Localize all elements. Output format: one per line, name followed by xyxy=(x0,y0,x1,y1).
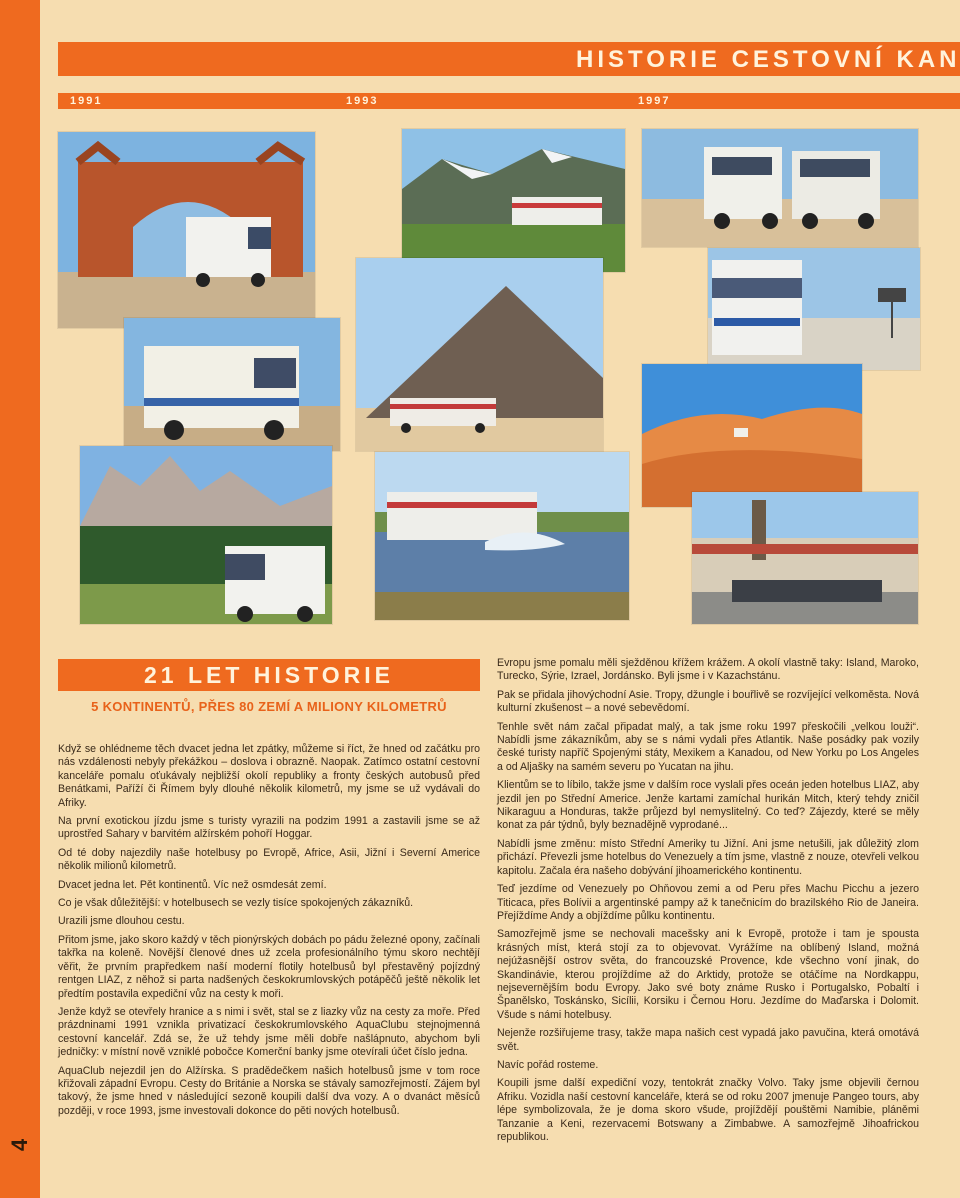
paragraph: Teď jezdíme od Venezuely po Ohňovou zemi a od Peru přes Machu Picchu a jezero Titicaca, přes Bolívii a argentinské pampy až k tanečnicím do brazilského Rio de Janeira. Přejíždíme Andy a objíždíme půlku kontinentu. xyxy=(497,883,919,922)
paragraph: Urazili jsme dlouhou cestu. xyxy=(58,915,185,928)
photo-group-town-square xyxy=(692,492,918,624)
year-label-1997: 1997 xyxy=(638,95,671,107)
paragraph: Dvacet jedna let. Pět kontinentů. Víc než osmdesát zemí. xyxy=(58,878,327,891)
paragraph: AquaClub nejezdil jen do Alžírska. S pradědečkem našich hotelbusů jsme v tom roce křižovali západní Evropu. Cesty do Británie a Norska se stávaly samozřejmostí. Zájem byl takový, že jsme hned v následující sezoně koupili další dva vozy. A o dvanáct měsíců později, v roce 1993, jsme investovali dokonce do pěti nových hotelbusů. xyxy=(58,1064,480,1117)
paragraph: Přitom jsme, jako skoro každý v těch pionýrských dobách po pádu železné opony, začínali takřka na koleně. Novější členové dnes už zcela profesionálního týmu skoro nechtějí věřit, že prvním prapředkem naší moderní flotily hotelbusů byl přestavěný pojízdný rentgen LIAZ, z něhož si parta nadšených českokrumlovských potápěčů ještě několik let předtím postavila expediční vůz na cesty k moři. xyxy=(58,933,481,1000)
photo-arch-gate-bus xyxy=(58,132,315,328)
paragraph: Nejenže rozšiřujeme trasy, takže mapa našich cest vypadá jako pavučina, která omotává svět. xyxy=(497,1027,919,1053)
photo-bus-mountains xyxy=(124,318,340,451)
paragraph: Když se ohlédneme těch dvacet jedna let zpátky, můžeme si říct, že hned od začátku pro nás vzdálenosti nebyly překážkou – doslova i obrazně. Naopak. Zatímco ostatní cestovní kanceláře pomalu oťukávaly nejbližší okolí republiky a fronty českých autobusů před Benátkami, Paříží či Římem byly dlouhé několik kilometrů, my jsme se už vydávali do Afriky. xyxy=(58,743,480,809)
years-bar xyxy=(58,93,960,109)
paragraph: Tenhle svět nám začal připadat malý, a tak jsme roku 1997 přeskočili „velkou louži“. Nabídli jsme zákazníkům, aby se s námi vydali přes Atlantik. Naše posádky pak vozily české turisty napříč Spojenými státy, Mexikem a Kanadou, od New Yorku po Los Angeles a od Aljašky na samém severu po Yucatan na jihu. xyxy=(497,720,919,773)
paragraph: Koupili jsme další expediční vozy, tentokrát značky Volvo. Taky jsme objevili černou Afriku. Vozidla naší cestovní kanceláře, která se od roku 2007 jmenuje Pangeo tours, aby lépe symbolizovala, že je doma skoro všude, projíždějí pouštěmi Namibie, pláněmi Tanzanie a Keni, rezervacemi Botswany a Zimbabwe. A samozřejmě Jihoafrickou republikou. xyxy=(497,1077,919,1143)
photo-two-trucks-desert xyxy=(642,129,918,247)
article-right-column xyxy=(497,657,919,1149)
page-title: HISTORIE CESTOVNÍ KAN xyxy=(576,46,960,73)
photo-sand-dunes xyxy=(642,364,862,507)
paragraph: Co je však důležitější: v hotelbusech se vezly tisíce spokojených zákazníků. xyxy=(58,897,414,910)
paragraph: Klientům se to líbilo, takže jsme v dalším roce vyslali přes oceán jeden hotelbus LIAZ, aby jezdil jen po Střední Americe. Jenže kartami zamíchal hurikán Mitch, který tehdy zničil Nikaraguu a Honduras, takže průjezd byl nemyslitelný. Co teď? Zájezdy, které se měly konat za pár týdnů, byly beznadějně vyprodané... xyxy=(497,779,919,832)
paragraph: Samozřejmě jsme se nechovali macešsky ani k Evropě, protože i tam je spousta krásných míst, která stojí za to objevovat. Vyrážíme na oblíbený Island, možná nejúžasnější ostrov světa, do francouzské Provence, kde všechno voní jinak, do Skandinávie, kterou projíždíme až do Arktidy, protože se otáčíme na Nordkappu, nejsevernějším bodu Evropy. Jako své boty známe Rusko i Portugalsko, Pobaltí i Španělsko, Toskánsko, Sicílii, Korsiku i Černou Horu. Jezdíme do Maďarska i Dolomit. Všude s námi hotelbusy. xyxy=(497,928,919,1021)
photo-iceland-bus xyxy=(402,129,625,272)
paragraph: Pak se přidala jihovýchodní Asie. Tropy, džungle i bouřlivě se rozvíjející velkoměsta. Nová kulturní zkušenost – a nové sebevědomí. xyxy=(497,688,919,715)
paragraph: Na první exotickou jízdu jsme s turisty vyrazili na podzim 1991 a zastavili jsme se až uprostřed Sahary v barvitém alžírském pohoří Hoggar. xyxy=(58,815,480,841)
photo-bus-road-snow xyxy=(708,248,920,370)
article-left-column xyxy=(58,743,480,1123)
paragraph: Evropu jsme pomalu měli sježděnou křížem krážem. A okolí vlastně taky: Island, Maroko, Turecko, Sýrie, Izrael, Jordánsko. Byli jsme i v Kazachstánu. xyxy=(497,657,919,683)
photo-pyramid-bus xyxy=(356,258,603,451)
photo-bus-river-crossing xyxy=(375,452,629,620)
photo-dolomites-bus xyxy=(80,446,332,624)
paragraph: Nabídli jsme změnu: místo Střední Ameriky tu Jižní. Ani jsme netušili, jak důležitý zlom přichází. Převezli jsme hotelbus do Venezuely a tím jsme, vlastně z nouze, otevřeli velkou kapitolu. Začala éra našeho dobývání jihoamerického kontinentu. xyxy=(497,837,919,877)
title-bar xyxy=(58,42,960,76)
paragraph: Od té doby najezdily naše hotelbusy po Evropě, Africe, Asii, Jižní i Severní Americe několik milionů kilometrů. xyxy=(58,846,480,873)
section-subtitle: 5 KONTINENTŮ, PŘES 80 ZEMÍ A MILIONY KILOMETRŮ xyxy=(91,699,447,714)
page-number: 4 xyxy=(7,1138,32,1152)
year-label-1993: 1993 xyxy=(346,95,379,107)
section-title-bar xyxy=(58,659,480,691)
section-title: 21 LET HISTORIE xyxy=(143,662,394,688)
year-label-1991: 1991 xyxy=(70,95,103,107)
left-orange-sidebar xyxy=(0,0,40,1198)
paragraph: Navíc pořád rosteme. xyxy=(497,1058,599,1071)
paragraph: Jenže když se otevřely hranice a s nimi i svět, stal se z liazky vůz na cesty za moře. Před prázdninami 1991 vznikla privatizací českokrumlovského AquaClubu stejnojmenná cestovní kancelář. Zdá se, že už tehdy jsme měli dobře našlápnuto, abychom byli jedničky: v místní nově vzniklé pobočce Komerční banky jsme otevírali účet číslo jedna. xyxy=(58,1005,480,1059)
